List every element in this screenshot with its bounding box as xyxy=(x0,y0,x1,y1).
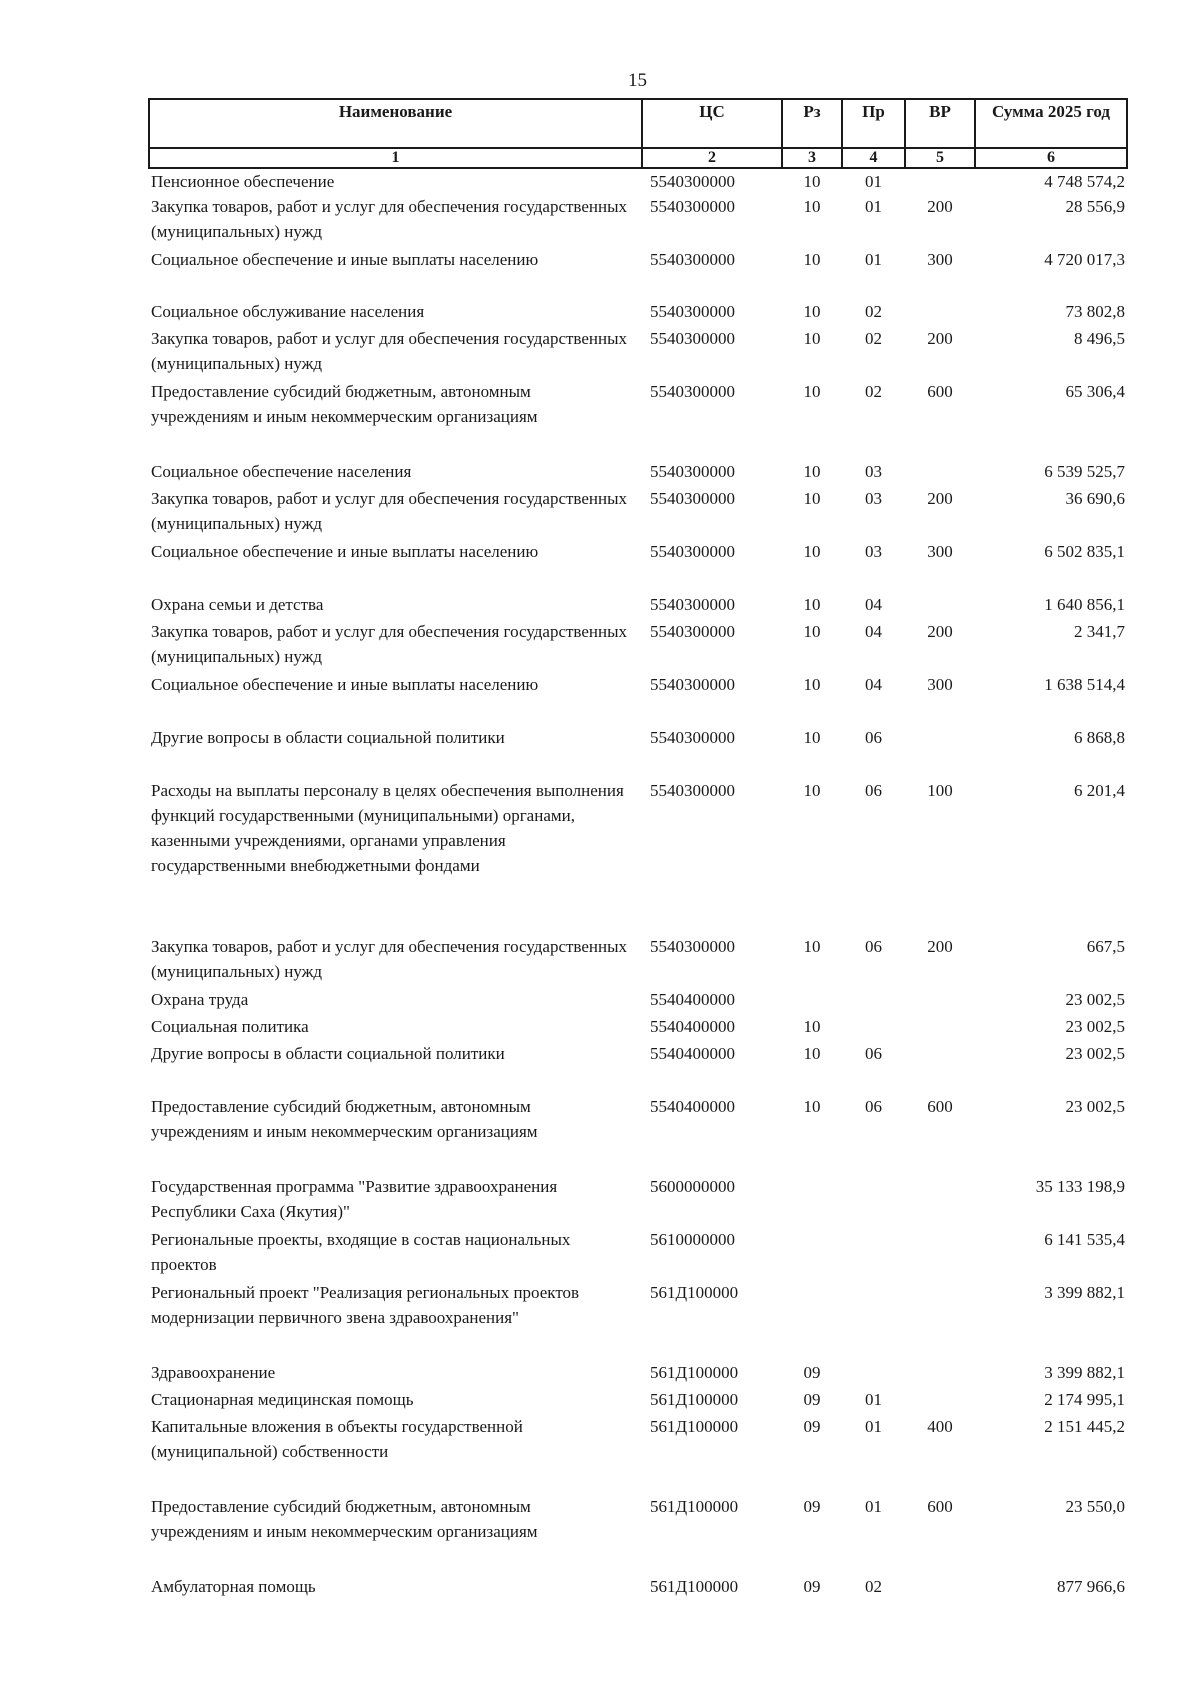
cell-vr: 600 xyxy=(927,1097,953,1116)
header-vr: ВР xyxy=(905,99,975,148)
cell-pr: 03 xyxy=(865,542,882,561)
cell-vr xyxy=(905,299,975,326)
table-row xyxy=(149,326,1127,379)
cell-pr: 06 xyxy=(865,937,882,956)
cell-name: Закупка товаров, работ и услуг для обеспечения государственных (муниципальных) нужд xyxy=(151,329,628,373)
cell-name: Социальное обеспечение населения xyxy=(151,462,412,481)
cell-rz: 10 xyxy=(803,462,821,481)
cell-vr: 400 xyxy=(927,1417,953,1436)
cell-name: Закупка товаров, работ и услуг для обеспечения государственных (муниципальных) нужд xyxy=(151,937,628,981)
cell-rz xyxy=(782,1280,842,1360)
cell-pr xyxy=(842,1227,905,1280)
cell-pr: 02 xyxy=(865,382,882,401)
header-sum: Сумма 2025 год xyxy=(975,99,1127,148)
table-row xyxy=(149,1360,1127,1387)
cell-cs: 5540400000 xyxy=(650,1097,735,1116)
cell-sum: 23 002,5 xyxy=(1065,1017,1125,1036)
cell-cs: 5540300000 xyxy=(650,172,735,191)
cell-rz: 10 xyxy=(803,1097,821,1116)
cell-pr xyxy=(842,1174,905,1227)
cell-sum: 1 640 856,1 xyxy=(1044,595,1125,614)
cell-name: Капитальные вложения в объекты государственной (муниципальной) собственности xyxy=(151,1417,523,1461)
cell-rz: 09 xyxy=(803,1497,821,1516)
cell-name: Закупка товаров, работ и услуг для обеспечения государственных (муниципальных) нужд xyxy=(151,622,628,666)
table-row xyxy=(149,1014,1127,1041)
cell-vr: 300 xyxy=(927,675,953,694)
cell-sum: 8 496,5 xyxy=(1074,329,1125,348)
cell-cs: 561Д100000 xyxy=(650,1363,739,1382)
cell-cs: 5540300000 xyxy=(650,302,735,321)
cell-vr: 200 xyxy=(927,197,953,216)
cell-pr: 06 xyxy=(865,781,882,800)
cell-pr: 06 xyxy=(865,1044,882,1063)
table-row xyxy=(149,1041,1127,1094)
cell-sum: 3 399 882,1 xyxy=(1044,1363,1125,1382)
cell-rz: 10 xyxy=(803,382,821,401)
column-number: 1 xyxy=(149,148,642,168)
table-row xyxy=(149,539,1127,592)
cell-sum: 28 556,9 xyxy=(1065,197,1125,216)
cell-pr: 04 xyxy=(865,622,882,641)
cell-rz: 10 xyxy=(803,1044,821,1063)
cell-sum: 877 966,6 xyxy=(1057,1577,1125,1596)
cell-rz: 09 xyxy=(803,1390,821,1409)
cell-pr xyxy=(842,1280,905,1360)
cell-vr: 300 xyxy=(927,542,953,561)
cell-sum: 23 002,5 xyxy=(1065,1097,1125,1116)
cell-sum: 35 133 198,9 xyxy=(1035,1177,1125,1196)
cell-pr: 06 xyxy=(865,728,882,747)
cell-cs: 5540300000 xyxy=(650,382,735,401)
table-body xyxy=(149,168,1127,1601)
cell-name: Закупка товаров, работ и услуг для обеспечения государственных (муниципальных) нужд xyxy=(151,197,628,241)
cell-name: Социальное обслуживание населения xyxy=(151,302,425,321)
cell-rz xyxy=(782,1174,842,1227)
cell-sum: 6 141 535,4 xyxy=(1044,1230,1125,1249)
table-row xyxy=(149,672,1127,725)
cell-vr xyxy=(905,592,975,619)
cell-cs: 5540300000 xyxy=(650,781,735,800)
column-number: 5 xyxy=(905,148,975,168)
cell-cs: 561Д100000 xyxy=(650,1417,739,1436)
cell-cs: 5540300000 xyxy=(650,937,735,956)
cell-sum: 2 341,7 xyxy=(1074,622,1125,641)
table-row xyxy=(149,379,1127,459)
cell-sum: 4 748 574,2 xyxy=(1044,172,1125,191)
cell-name: Другие вопросы в области социальной политики xyxy=(151,1044,505,1063)
cell-sum: 6 201,4 xyxy=(1074,781,1125,800)
cell-sum: 23 002,5 xyxy=(1065,990,1125,1009)
cell-name: Предоставление субсидий бюджетным, автономным учреждениям и иным некоммерческим организациям xyxy=(151,382,538,426)
table-row xyxy=(149,486,1127,539)
cell-rz: 10 xyxy=(803,250,821,269)
cell-pr: 03 xyxy=(865,462,882,481)
table-row xyxy=(149,194,1127,247)
table-row xyxy=(149,168,1127,194)
header-pr: Пр xyxy=(842,99,905,148)
cell-cs: 5540300000 xyxy=(650,197,735,216)
cell-vr xyxy=(905,1574,975,1601)
cell-sum: 2 174 995,1 xyxy=(1044,1390,1125,1409)
cell-name: Социальное обеспечение и иные выплаты населению xyxy=(151,675,539,694)
cell-vr: 100 xyxy=(927,781,953,800)
cell-rz: 09 xyxy=(803,1577,821,1596)
cell-vr xyxy=(905,1014,975,1041)
cell-vr: 600 xyxy=(927,382,953,401)
cell-name: Социальное обеспечение и иные выплаты населению xyxy=(151,542,539,561)
cell-name: Охрана труда xyxy=(151,990,249,1009)
cell-sum: 667,5 xyxy=(1086,937,1125,956)
column-number: 3 xyxy=(782,148,842,168)
cell-rz: 10 xyxy=(803,595,821,614)
cell-name: Социальная политика xyxy=(151,1017,309,1036)
cell-vr xyxy=(905,1360,975,1387)
cell-pr xyxy=(842,987,905,1014)
cell-name: Стационарная медицинская помощь xyxy=(151,1390,414,1409)
column-number: 2 xyxy=(642,148,782,168)
cell-rz xyxy=(782,987,842,1014)
table-row xyxy=(149,459,1127,486)
cell-pr: 01 xyxy=(865,172,882,191)
cell-cs: 5610000000 xyxy=(650,1230,735,1249)
cell-rz: 10 xyxy=(803,197,821,216)
cell-vr xyxy=(905,459,975,486)
cell-vr xyxy=(905,1280,975,1360)
cell-cs: 5540300000 xyxy=(650,542,735,561)
cell-cs: 561Д100000 xyxy=(650,1283,739,1302)
cell-vr xyxy=(905,1041,975,1094)
table-row xyxy=(149,299,1127,326)
cell-cs: 561Д100000 xyxy=(650,1390,739,1409)
cell-cs: 5540400000 xyxy=(650,990,735,1009)
cell-sum: 1 638 514,4 xyxy=(1044,675,1125,694)
cell-cs: 5540300000 xyxy=(650,489,735,508)
table-row xyxy=(149,1387,1127,1414)
cell-rz: 10 xyxy=(803,937,821,956)
table-row xyxy=(149,987,1127,1014)
cell-cs: 5540300000 xyxy=(650,728,735,747)
cell-cs: 5540300000 xyxy=(650,250,735,269)
cell-sum: 6 539 525,7 xyxy=(1044,462,1125,481)
cell-name: Региональные проекты, входящие в состав национальных проектов xyxy=(151,1230,571,1274)
cell-pr: 03 xyxy=(865,489,882,508)
cell-pr: 01 xyxy=(865,1497,882,1516)
cell-vr: 200 xyxy=(927,489,953,508)
cell-cs: 5540300000 xyxy=(650,622,735,641)
cell-rz: 10 xyxy=(803,1017,821,1036)
table-row xyxy=(149,1280,1127,1360)
table-row xyxy=(149,1494,1127,1574)
header-name: Наименование xyxy=(149,99,642,148)
table-row xyxy=(149,934,1127,987)
cell-sum: 23 002,5 xyxy=(1065,1044,1125,1063)
cell-cs: 561Д100000 xyxy=(650,1577,739,1596)
cell-name: Государственная программа "Развитие здравоохранения Республики Саха (Якутия)" xyxy=(151,1177,558,1221)
cell-cs: 5540300000 xyxy=(650,675,735,694)
cell-pr xyxy=(842,1014,905,1041)
cell-name: Амбулаторная помощь xyxy=(151,1577,316,1596)
cell-sum: 6 868,8 xyxy=(1074,728,1125,747)
table-row xyxy=(149,1174,1127,1227)
cell-rz: 10 xyxy=(803,781,821,800)
table-row xyxy=(149,592,1127,619)
cell-vr xyxy=(905,1387,975,1414)
cell-rz: 09 xyxy=(803,1417,821,1436)
cell-vr xyxy=(905,1174,975,1227)
cell-name: Охрана семьи и детства xyxy=(151,595,324,614)
cell-sum: 3 399 882,1 xyxy=(1044,1283,1125,1302)
cell-pr: 01 xyxy=(865,1417,882,1436)
cell-rz: 10 xyxy=(803,302,821,321)
column-number: 4 xyxy=(842,148,905,168)
cell-sum: 36 690,6 xyxy=(1065,489,1125,508)
cell-name: Пенсионное обеспечение xyxy=(151,172,335,191)
cell-name: Закупка товаров, работ и услуг для обеспечения государственных (муниципальных) нужд xyxy=(151,489,628,533)
cell-rz: 10 xyxy=(803,675,821,694)
cell-sum: 73 802,8 xyxy=(1065,302,1125,321)
cell-vr: 200 xyxy=(927,937,953,956)
cell-vr xyxy=(905,987,975,1014)
cell-name: Другие вопросы в области социальной политики xyxy=(151,728,505,747)
cell-vr xyxy=(905,1227,975,1280)
cell-cs: 5600000000 xyxy=(650,1177,735,1196)
cell-vr: 600 xyxy=(927,1497,953,1516)
cell-sum: 6 502 835,1 xyxy=(1044,542,1125,561)
cell-cs: 5540300000 xyxy=(650,595,735,614)
table-row xyxy=(149,619,1127,672)
cell-rz xyxy=(782,1227,842,1280)
cell-rz: 10 xyxy=(803,728,821,747)
cell-sum: 2 151 445,2 xyxy=(1044,1417,1125,1436)
cell-cs: 5540300000 xyxy=(650,462,735,481)
table-row xyxy=(149,1094,1127,1174)
cell-vr: 200 xyxy=(927,329,953,348)
cell-name: Расходы на выплаты персоналу в целях обеспечения выполнения функций государственными (муниципальными) органами, казенными учреждениями, органами управления государственными внебюджетными фондами xyxy=(151,781,624,875)
cell-rz: 10 xyxy=(803,172,821,191)
table-row xyxy=(149,778,1127,934)
cell-pr: 02 xyxy=(865,302,882,321)
cell-pr xyxy=(842,1360,905,1387)
header-cs: ЦС xyxy=(642,99,782,148)
cell-vr: 200 xyxy=(927,622,953,641)
table-header-row xyxy=(149,99,1127,148)
cell-rz: 10 xyxy=(803,622,821,641)
cell-cs: 5540400000 xyxy=(650,1044,735,1063)
cell-cs: 561Д100000 xyxy=(650,1497,739,1516)
table-row xyxy=(149,247,1127,299)
budget-table xyxy=(148,98,1128,1601)
cell-pr: 04 xyxy=(865,595,882,614)
cell-cs: 5540300000 xyxy=(650,329,735,348)
table-row xyxy=(149,1574,1127,1601)
cell-name: Здравоохранение xyxy=(151,1363,276,1382)
cell-vr xyxy=(905,725,975,778)
table-row xyxy=(149,1414,1127,1494)
cell-vr: 300 xyxy=(927,250,953,269)
cell-pr: 01 xyxy=(865,250,882,269)
header-rz: Рз xyxy=(782,99,842,148)
cell-pr: 01 xyxy=(865,197,882,216)
cell-name: Предоставление субсидий бюджетным, автономным учреждениям и иным некоммерческим организациям xyxy=(151,1097,538,1141)
cell-vr xyxy=(905,168,975,194)
table-row xyxy=(149,1227,1127,1280)
cell-pr: 02 xyxy=(865,1577,882,1596)
table-row xyxy=(149,725,1127,778)
cell-name: Региональный проект "Реализация региональных проектов модернизации первичного звена здравоохранения" xyxy=(151,1283,580,1327)
cell-pr: 04 xyxy=(865,675,882,694)
cell-sum: 23 550,0 xyxy=(1065,1497,1125,1516)
column-number: 6 xyxy=(975,148,1127,168)
cell-rz: 10 xyxy=(803,329,821,348)
cell-rz: 10 xyxy=(803,542,821,561)
cell-pr: 01 xyxy=(865,1390,882,1409)
cell-pr: 06 xyxy=(865,1097,882,1116)
cell-sum: 65 306,4 xyxy=(1065,382,1125,401)
cell-rz: 10 xyxy=(803,489,821,508)
cell-rz: 09 xyxy=(803,1363,821,1382)
column-number-row xyxy=(149,148,1127,168)
page-number: 15 xyxy=(628,70,647,91)
cell-cs: 5540400000 xyxy=(650,1017,735,1036)
cell-name: Предоставление субсидий бюджетным, автономным учреждениям и иным некоммерческим организациям xyxy=(151,1497,538,1541)
cell-name: Социальное обеспечение и иные выплаты населению xyxy=(151,250,539,269)
cell-sum: 4 720 017,3 xyxy=(1044,250,1125,269)
cell-pr: 02 xyxy=(865,329,882,348)
